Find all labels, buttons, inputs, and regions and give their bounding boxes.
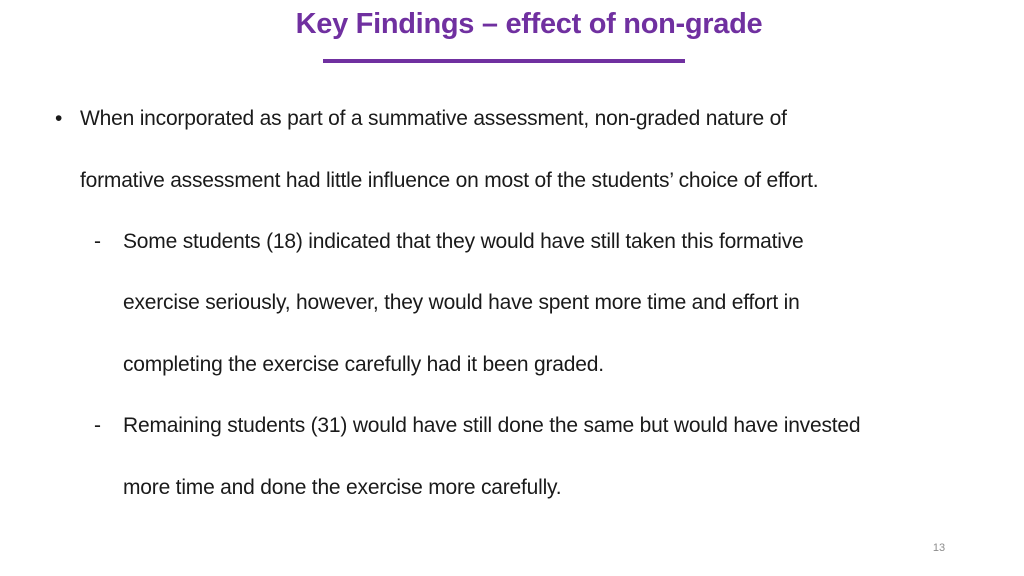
subitem-text-line: more time and done the exercise more carefully. <box>123 476 562 499</box>
title-underline <box>323 59 685 63</box>
subitem-text-line: Remaining students (31) would have still done the same but would have invested <box>123 414 861 437</box>
bullet-text-line: formative assessment had little influence on most of the students’ choice of effort. <box>80 169 819 192</box>
subitem-dash-marker: - <box>94 414 101 437</box>
bullet-text-line: When incorporated as part of a summative assessment, non-graded nature of <box>80 107 787 130</box>
page-number: 13 <box>932 542 946 554</box>
subitem-text-line: Some students (18) indicated that they would have still taken this formative <box>123 230 804 253</box>
slide-title: Key Findings – effect of non-grade <box>295 8 763 40</box>
subitem-dash-marker: - <box>94 230 101 253</box>
subitem-text-line: exercise seriously, however, they would have spent more time and effort in <box>123 291 800 314</box>
subitem-text-line: completing the exercise carefully had it been graded. <box>123 353 604 376</box>
bullet-marker: • <box>55 107 63 130</box>
